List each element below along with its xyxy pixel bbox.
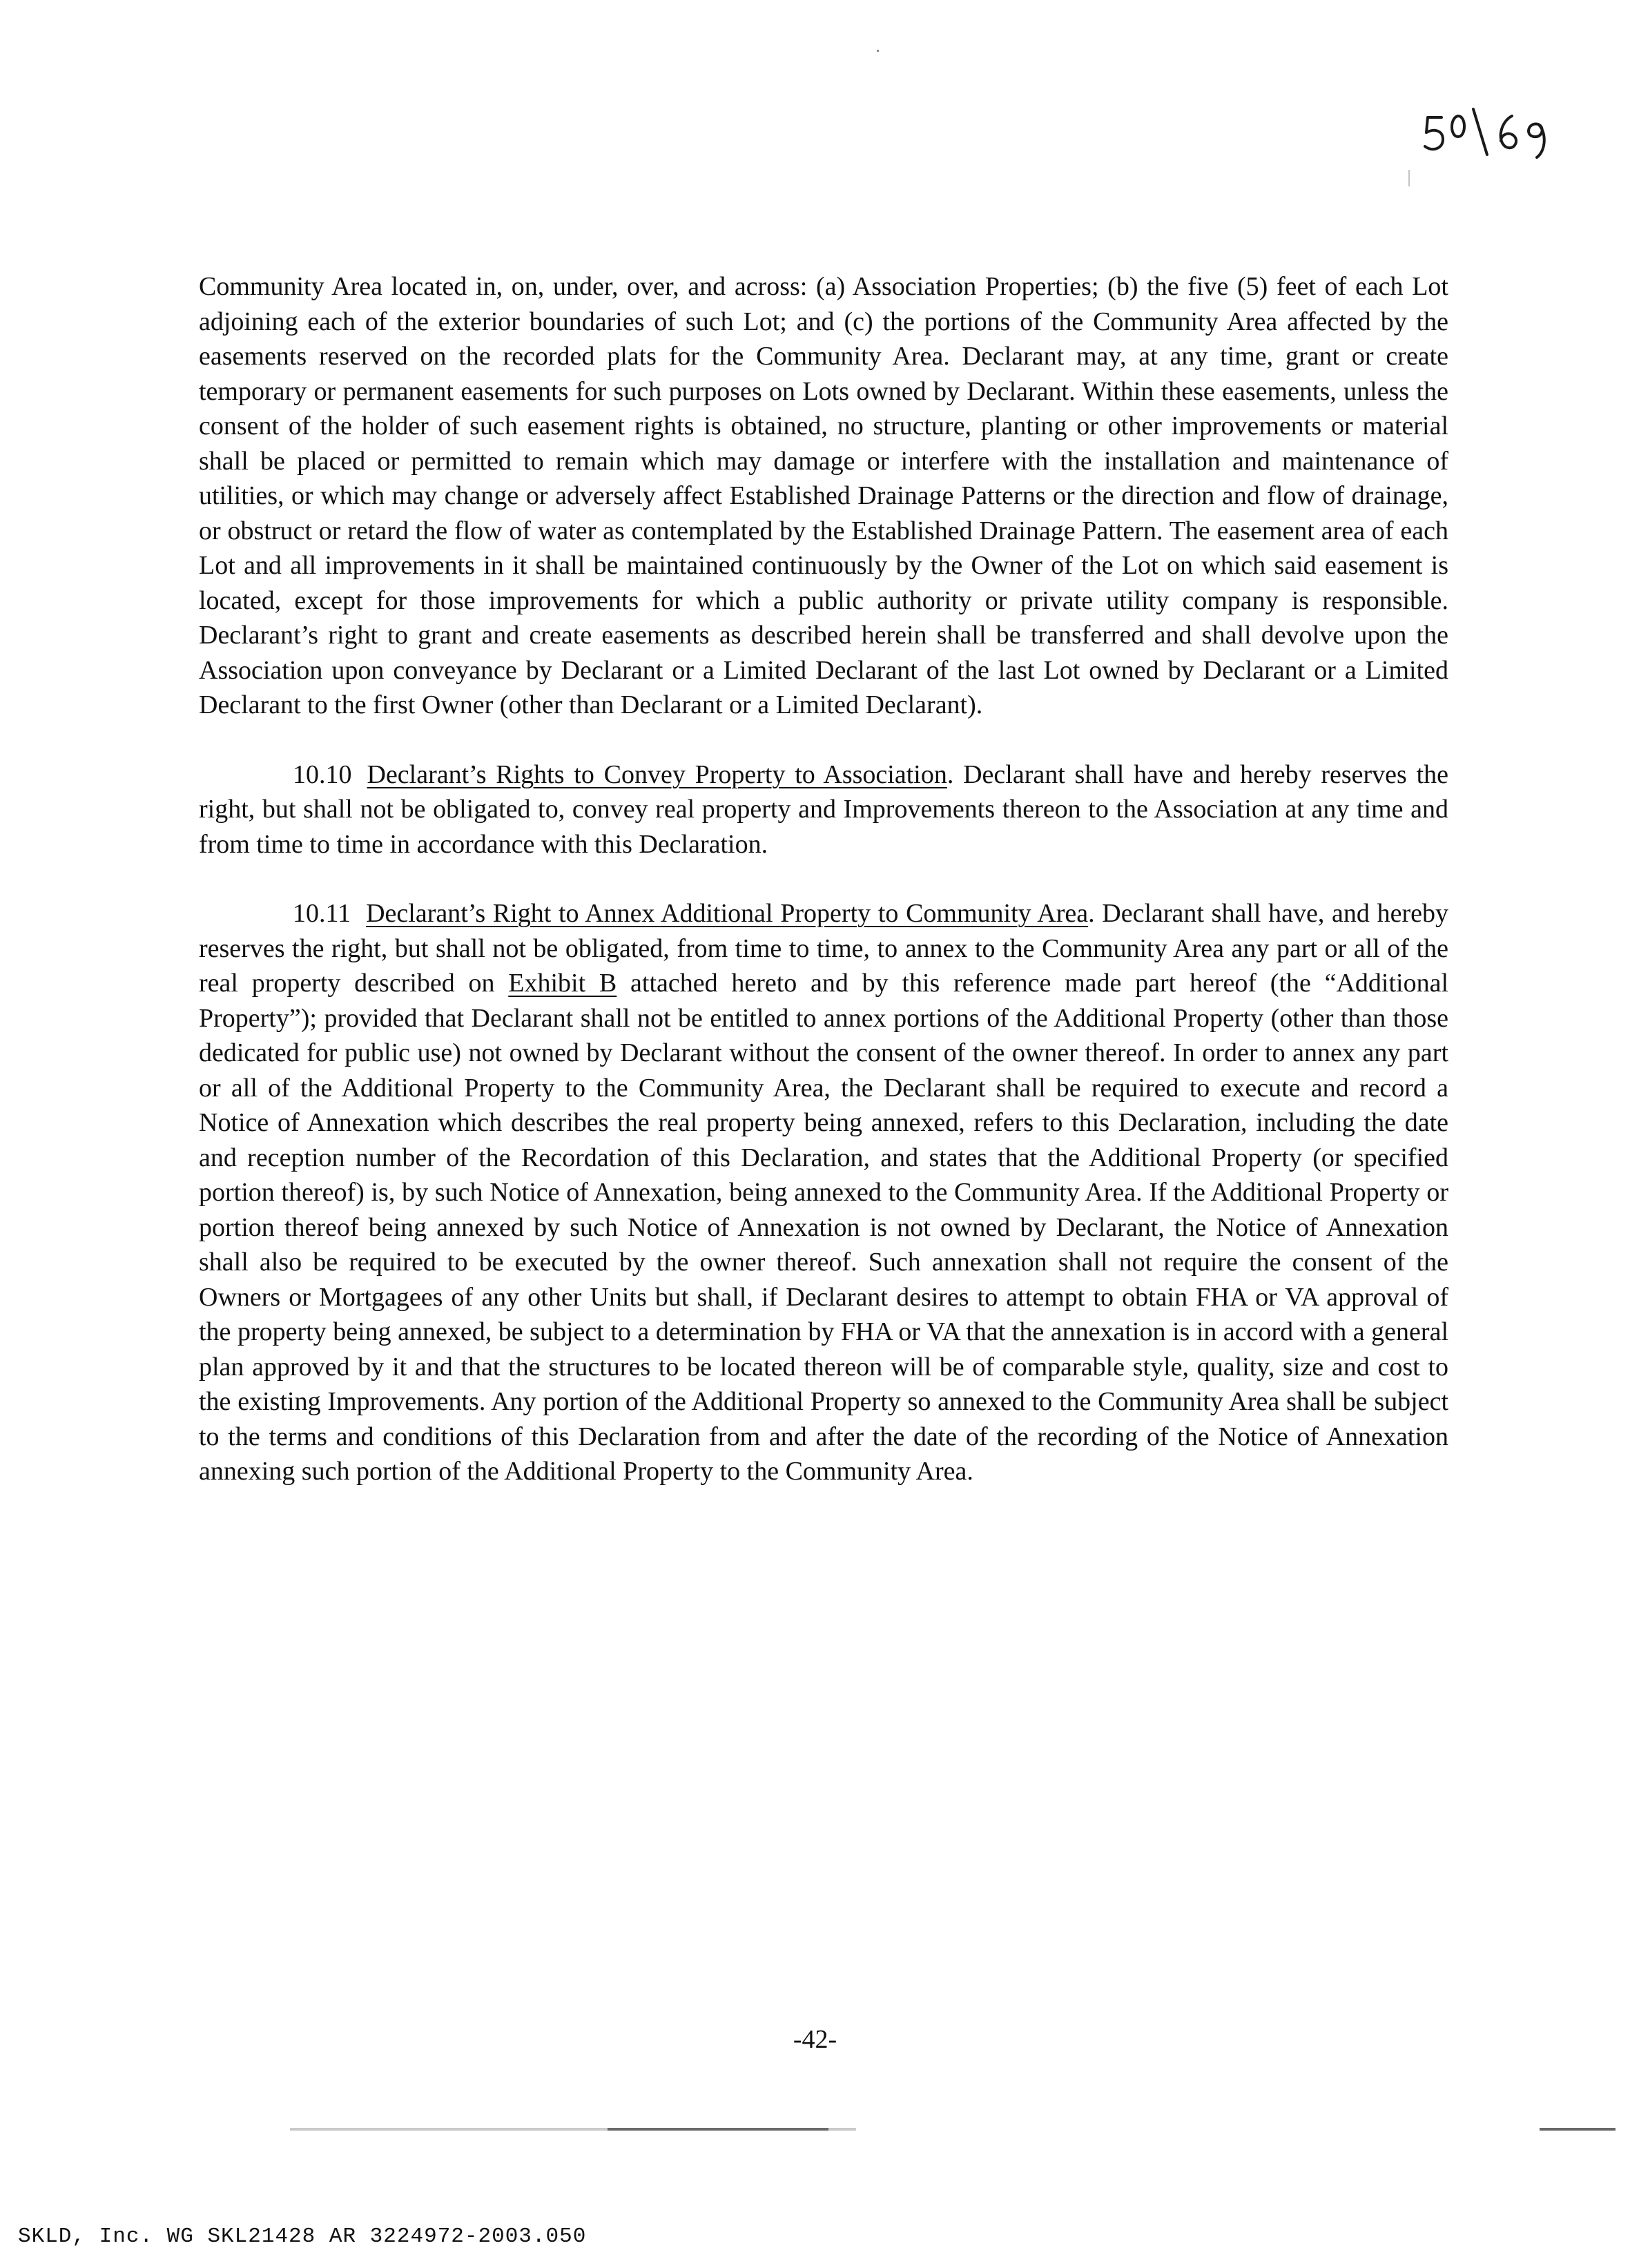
- scan-speck: [1408, 170, 1410, 186]
- exhibit-b-reference: Exhibit B: [508, 969, 617, 998]
- section-10-10: [199, 757, 1448, 862]
- paragraph-easements-continued: [199, 269, 1448, 723]
- document-body: [199, 269, 1448, 1524]
- section-10-11-heading: Declarant’s Right to Annex Additional Property to Community Area: [366, 899, 1089, 928]
- handwritten-page-annotation: [1415, 97, 1567, 166]
- scan-artifact-line: [1540, 2128, 1616, 2131]
- handwritten-annotation-drawing: [1415, 97, 1567, 166]
- section-10-10-text: . Declarant shall have and hereby reserves the right, but shall not be obligated to, convey real property and Improvements thereon to the Association at any time and from time to time in accordance with this Declaration.: [199, 759, 1448, 859]
- section-10-11-text-b: attached hereto and by this reference made part hereof (the “Additional Property”); provided that Declarant shall not be entitled to annex portions of the Additional Property (other than those dedicated for public use) not owned by Declarant without the consent of the owner thereof. In order to annex any part or all of the Additional Property to the Community Area, the Declarant shall be required to execute and record a Notice of Annexation which describes the real property being annexed, refers to this Declaration, including the date and reception number of the Recordation of this Declaration, and states that the Additional Property (or specified portion thereof) is, by such Notice of Annexation, being annexed to the Community Area. If the Additional Property or portion thereof being annexed by such Notice of Annexation is not owned by Declarant, the Notice of Annexation shall also be required to be executed by the owner thereof. Such annexation shall not require the consent of the Owners or Mortgagees of any other Units but shall, if Declarant desires to attempt to obtain FHA or VA approval of the property being annexed, be subject to a determination by FHA or VA that the annexation is in accord with a general plan approved by it and that the structures to be located thereon will be of comparable style, quality, size and cost to the existing Improvements. Any portion of the Additional Property so annexed to the Community Area shall be subject to the terms and conditions of this Declaration from and after the date of the recording of the Notice of Annexation annexing such portion of the Additional Property to the Community Area.: [199, 969, 1448, 1486]
- section-10-11-number: 10.11: [293, 899, 351, 928]
- section-10-10-heading: Declarant’s Rights to Convey Property to Association: [367, 759, 947, 789]
- section-10-11: [199, 896, 1448, 1489]
- easements-paragraph-text: Community Area located in, on, under, over, and across: (a) Association Properties; (b) the five (5) feet of each Lot adjoining each of the exterior boundaries of such Lot; and (c) the portions of the Community Area affected by the easements reserved on the recorded plats for the Community Area. Declarant may, at any time, grant or create temporary or permanent easements for such purposes on Lots owned by Declarant. Within these easements, unless the consent of the holder of such easement rights is obtained, no structure, planting or other improvements or material shall be placed or permitted to remain which may damage or interfere with the installation and maintenance of utilities, or which may change or adversely affect Established Drainage Patterns or the direction and flow of drainage, or obstruct or retard the flow of water as contemplated by the Established Drainage Pattern. The easement area of each Lot and all improvements in it shall be maintained continuously by the Owner of the Lot on which said easement is located, except for those improvements for which a public authority or private utility company is responsible. Declarant’s right to grant and create easements as described herein shall be transferred and shall devolve upon the Association upon conveyance by Declarant or a Limited Declarant of the last Lot owned by Declarant or a Limited Declarant to the first Owner (other than Declarant or a Limited Declarant).: [199, 272, 1448, 719]
- section-10-10-number: 10.10: [293, 759, 352, 789]
- section-10-11-text-a: . Declarant shall have, and hereby reserves the right, but shall not be obligated, from time to time, to annex to the Community Area any part or all of the real property described on: [199, 899, 1448, 998]
- footer-recording-reference: SKLD, Inc. WG SKL21428 AR 3224972-2003.050: [18, 2225, 587, 2249]
- scan-artifact-line: [608, 2128, 828, 2131]
- page-number: -42-: [793, 2025, 837, 2054]
- scan-speck: [877, 50, 879, 52]
